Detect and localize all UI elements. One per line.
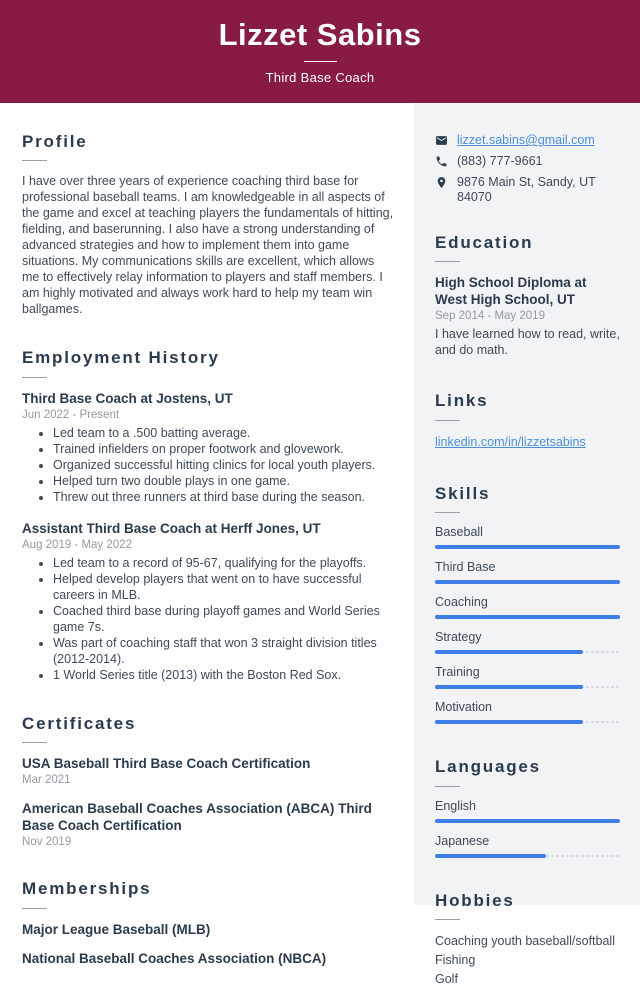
skill-name: Strategy bbox=[435, 630, 482, 645]
job-entry bbox=[22, 390, 395, 505]
job-bullet: • Led team to a .500 batting average. bbox=[53, 425, 395, 441]
email-icon bbox=[435, 134, 448, 147]
skill-item bbox=[435, 560, 620, 584]
job-bullet-list bbox=[22, 555, 395, 683]
membership-item: National Baseball Coaches Association (NBCA) bbox=[22, 950, 327, 966]
language-item bbox=[435, 834, 620, 858]
section-divider bbox=[22, 742, 47, 743]
profile-text: I have over three years of experience coaching third base for professional baseball teams. I am knowledgeable in all aspects of the game and excel at teaching players the fundamentals of hitting, fielding, and baserunning. I also have a strong understanding of advanced strategies and how to implement them into game situations. My communications skills are excellent, which allows me to effectively relay information to players and staff members. I am highly motivated and always work hard to help my team win ballgames. bbox=[22, 174, 394, 317]
education-heading: Education bbox=[435, 233, 534, 252]
job-bullet: • Was part of coaching staff that won 3 straight division titles (2012-2014). bbox=[53, 635, 395, 667]
job-bullet-list bbox=[22, 425, 395, 505]
certificate-title: USA Baseball Third Base Coach Certification bbox=[22, 756, 311, 772]
sidebar bbox=[414, 103, 640, 986]
memberships-heading: Memberships bbox=[22, 879, 152, 899]
job-bullet: • Coached third base during playoff games and World Series game 7s. bbox=[53, 603, 395, 635]
hobbies-section bbox=[435, 891, 620, 989]
header-divider bbox=[304, 61, 337, 62]
profile-heading: Profile bbox=[22, 132, 88, 151]
skill-name: Coaching bbox=[435, 595, 488, 610]
skill-bar-track bbox=[435, 650, 620, 654]
skill-bar-fill bbox=[435, 685, 583, 689]
section-divider bbox=[435, 919, 460, 920]
skill-bar-fill bbox=[435, 720, 583, 724]
employment-section bbox=[22, 348, 395, 682]
section-divider bbox=[435, 786, 460, 787]
skill-name: Baseball bbox=[435, 525, 483, 540]
contact-phone-row bbox=[435, 154, 620, 169]
candidate-job-title: Third Base Coach bbox=[265, 70, 375, 86]
skill-bar-fill bbox=[435, 545, 620, 549]
skill-name: Training bbox=[435, 665, 480, 680]
skill-bar-fill bbox=[435, 580, 620, 584]
job-title: Third Base Coach at Jostens, UT bbox=[22, 390, 233, 406]
contact-address-row bbox=[435, 175, 620, 205]
hobbies-heading: Hobbies bbox=[435, 890, 515, 910]
phone-number: (883) 777-9661 bbox=[457, 154, 543, 168]
language-name: Japanese bbox=[435, 833, 490, 848]
certificate-entry bbox=[22, 755, 395, 786]
hobby-item: Golf bbox=[435, 971, 458, 986]
membership-item: Major League Baseball (MLB) bbox=[22, 921, 211, 937]
resume-body bbox=[0, 103, 640, 986]
section-divider bbox=[22, 160, 47, 161]
links-heading: Links bbox=[435, 391, 489, 411]
skill-bar-fill bbox=[435, 615, 620, 619]
section-divider bbox=[22, 377, 47, 378]
certificate-title: American Baseball Coaches Association (ABCA) Third Base Coach Certification bbox=[22, 801, 372, 834]
main-column bbox=[0, 103, 414, 966]
skill-bar-track bbox=[435, 615, 620, 619]
skill-bar-track bbox=[435, 720, 620, 724]
job-bullet: • 1 World Series title (2013) with the Boston Red Sox. bbox=[53, 667, 395, 683]
address: 9876 Main St, Sandy, UT 84070 bbox=[457, 175, 596, 204]
job-dates: Jun 2022 - Present bbox=[22, 408, 120, 421]
contact-email-row bbox=[435, 133, 620, 148]
hobby-item: Fishing bbox=[435, 952, 476, 967]
certificate-entry bbox=[22, 800, 395, 848]
skill-bar-track bbox=[435, 545, 620, 549]
skill-bar-track bbox=[435, 685, 620, 689]
resume-header bbox=[0, 0, 640, 103]
certificate-date: Mar 2021 bbox=[22, 774, 71, 787]
profile-section bbox=[22, 132, 395, 317]
email-link[interactable]: lizzet.sabins@gmail.com bbox=[457, 133, 595, 147]
languages-heading: Languages bbox=[435, 757, 541, 777]
language-bar-track bbox=[435, 854, 620, 858]
education-description: I have learned how to read, write, and do math. bbox=[435, 327, 620, 358]
skill-item bbox=[435, 630, 620, 654]
job-bullet: • Organized successful hitting clinics for local youth players. bbox=[53, 457, 395, 473]
skill-bar-fill bbox=[435, 650, 583, 654]
skills-section bbox=[435, 484, 620, 724]
skill-name: Motivation bbox=[435, 700, 492, 715]
job-entry bbox=[22, 520, 395, 683]
skill-bar-track bbox=[435, 580, 620, 584]
education-dates: Sep 2014 - May 2019 bbox=[435, 310, 545, 323]
job-bullet: • Led team to a record of 95-67, qualifying for the playoffs. bbox=[53, 555, 395, 571]
job-bullet: • Threw out three runners at third base during the season. bbox=[53, 489, 395, 505]
education-degree: High School Diploma at West High School, UT bbox=[435, 275, 587, 308]
candidate-name: Lizzet Sabins bbox=[218, 16, 422, 52]
certificates-section bbox=[22, 714, 395, 848]
job-bullet: • Helped develop players that went on to have successful careers in MLB. bbox=[53, 571, 395, 603]
skill-item bbox=[435, 595, 620, 619]
memberships-section bbox=[22, 879, 395, 966]
language-bar-fill bbox=[435, 854, 546, 858]
language-bar-fill bbox=[435, 819, 620, 823]
job-bullet: • Trained infielders on proper footwork and glovework. bbox=[53, 441, 395, 457]
job-title: Assistant Third Base Coach at Herff Jones, UT bbox=[22, 520, 321, 536]
job-bullet: • Helped turn two double plays in one game. bbox=[53, 473, 395, 489]
language-item bbox=[435, 799, 620, 823]
skills-heading: Skills bbox=[435, 483, 491, 503]
certificate-date: Nov 2019 bbox=[22, 836, 72, 849]
phone-icon bbox=[435, 155, 448, 168]
links-section bbox=[435, 391, 620, 450]
hobby-item: Coaching youth baseball/softball bbox=[435, 933, 615, 948]
section-divider bbox=[22, 908, 47, 909]
language-bar-track bbox=[435, 819, 620, 823]
section-divider bbox=[435, 512, 460, 513]
contact-section bbox=[435, 133, 620, 205]
section-divider bbox=[435, 420, 460, 421]
location-pin-icon bbox=[435, 176, 448, 189]
linkedin-link[interactable]: linkedin.com/in/lizzetsabins bbox=[435, 434, 586, 449]
skill-item bbox=[435, 665, 620, 689]
employment-heading: Employment History bbox=[22, 348, 220, 368]
certificates-heading: Certificates bbox=[22, 713, 137, 733]
section-divider bbox=[435, 261, 460, 262]
skill-item bbox=[435, 525, 620, 549]
languages-section bbox=[435, 757, 620, 857]
language-name: English bbox=[435, 798, 476, 813]
skill-item bbox=[435, 700, 620, 724]
education-section bbox=[435, 233, 620, 358]
skill-name: Third Base bbox=[435, 560, 496, 575]
job-dates: Aug 2019 - May 2022 bbox=[22, 538, 132, 551]
